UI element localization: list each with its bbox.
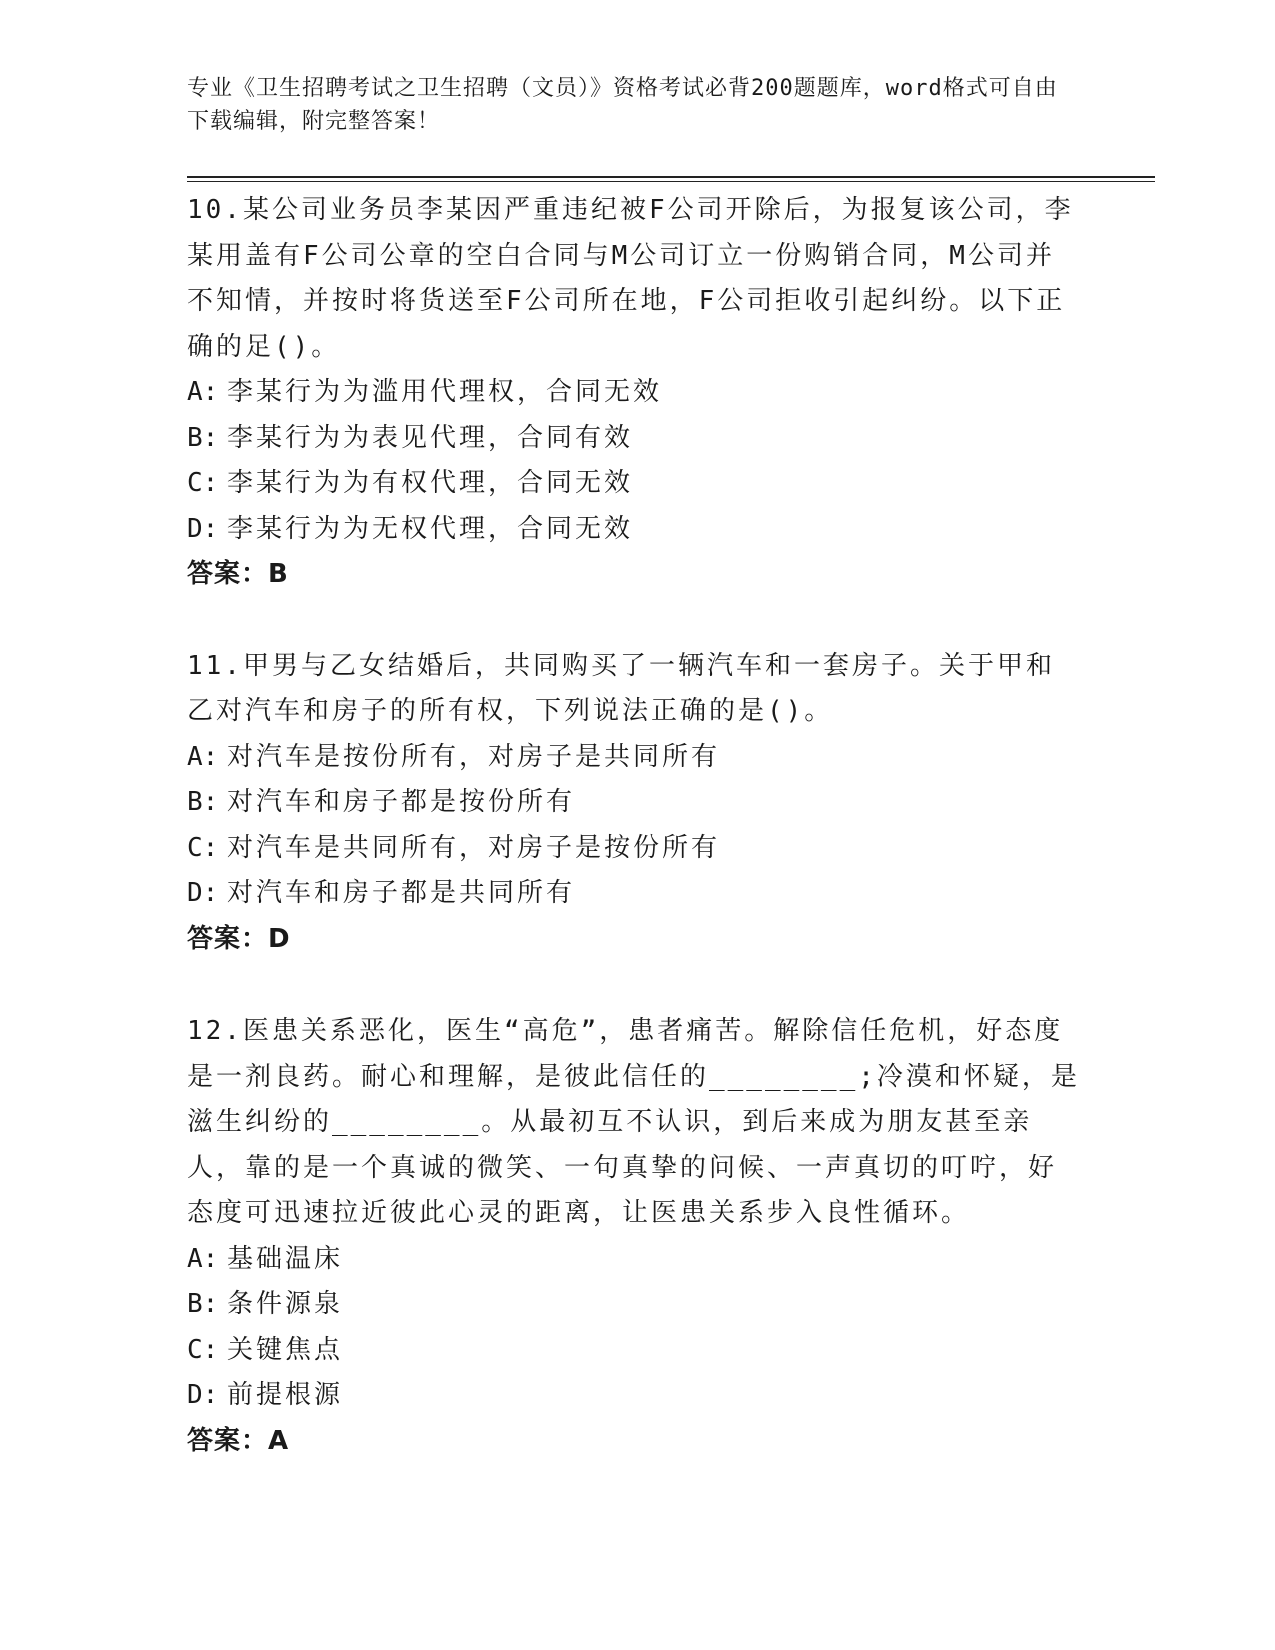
option-text: 李某行为为滥用代理权，合同无效 [227, 377, 663, 407]
option-d [187, 1373, 1087, 1419]
option-d [187, 507, 1087, 553]
question-stem [187, 1009, 1082, 1237]
question-number: 12. [187, 1016, 243, 1046]
question-text: 甲男与乙女结婚后，共同购买了一辆汽车和一套房子。关于甲和乙对汽车和房子的所有权，下列说法正确的是()。 [187, 650, 1055, 726]
question-spacer [187, 598, 1087, 644]
option-key: D: [187, 1380, 219, 1410]
header-divider-thin [187, 181, 1155, 182]
option-a [187, 735, 1087, 781]
option-b [187, 780, 1087, 826]
option-text: 对汽车和房子都是按份所有 [227, 787, 576, 817]
option-text: 关键焦点 [227, 1334, 344, 1365]
option-text: 对汽车是按份所有，对房子是共同所有 [227, 741, 721, 772]
option-b [187, 1282, 1087, 1328]
question-12 [187, 1009, 1087, 1464]
option-key: D: [187, 513, 219, 544]
question-10 [187, 188, 1087, 598]
option-key: C: [187, 468, 219, 498]
option-text: 李某行为为无权代理，合同无效 [227, 513, 634, 544]
option-a [187, 370, 1087, 416]
option-key: A: [187, 741, 219, 772]
option-key: A: [187, 1243, 219, 1274]
option-text: 前提根源 [227, 1380, 344, 1410]
answer-line: 答案：A [187, 1425, 290, 1456]
option-key: C: [187, 832, 219, 863]
option-c [187, 461, 1087, 507]
document-header: 专业《卫生招聘考试之卫生招聘（文员）》资格考试必背200题题库，word格式可自由下载编辑，附完整答案！ [187, 76, 1058, 134]
question-stem [187, 188, 1082, 370]
question-stem [187, 644, 1082, 735]
option-text: 对汽车是共同所有，对房子是按份所有 [227, 832, 721, 863]
option-key: B: [187, 422, 219, 453]
answer-line: 答案：B [187, 559, 289, 589]
option-text: 基础温床 [227, 1243, 344, 1274]
option-key: D: [187, 878, 219, 908]
option-text: 条件源泉 [227, 1289, 344, 1319]
option-c [187, 826, 1087, 872]
question-11 [187, 644, 1087, 963]
option-key: C: [187, 1334, 219, 1365]
option-d [187, 871, 1087, 917]
option-a [187, 1237, 1087, 1283]
option-text: 李某行为为有权代理，合同无效 [227, 468, 634, 498]
header-divider-thick [187, 176, 1155, 178]
option-text: 对汽车和房子都是共同所有 [227, 878, 576, 908]
option-key: B: [187, 787, 219, 817]
option-key: A: [187, 377, 219, 407]
question-number: 10. [187, 195, 243, 225]
answer-line: 答案：D [187, 923, 291, 954]
question-text: 某公司业务员李某因严重违纪被F公司开除后，为报复该公司，李某用盖有F公司公章的空白合同与M公司订立一份购销合同，M公司并不知情，并按时将货送至F公司所在地，F公司拒收引起纠纷。以下正确的足()。 [187, 195, 1074, 362]
question-list [187, 188, 1087, 1464]
option-key: B: [187, 1289, 219, 1319]
option-text: 李某行为为表见代理，合同有效 [227, 422, 634, 453]
question-text: 医患关系恶化，医生“高危”，患者痛苦。解除信任危机，好态度是一剂良药。耐心和理解，是彼此信任的________;冷漠和怀疑，是滋生纠纷的________。从最初互不认识，到后来成为朋友甚至亲人，靠的是一个真诚的微笑、一句真挚的问候、一声真切的叮咛，好态度可迅速拉近彼此心灵的距离，让医患关系步入良性循环。 [187, 1016, 1080, 1228]
question-spacer [187, 962, 1087, 1009]
option-b [187, 416, 1087, 462]
question-number: 11. [187, 650, 243, 681]
option-c [187, 1328, 1087, 1374]
